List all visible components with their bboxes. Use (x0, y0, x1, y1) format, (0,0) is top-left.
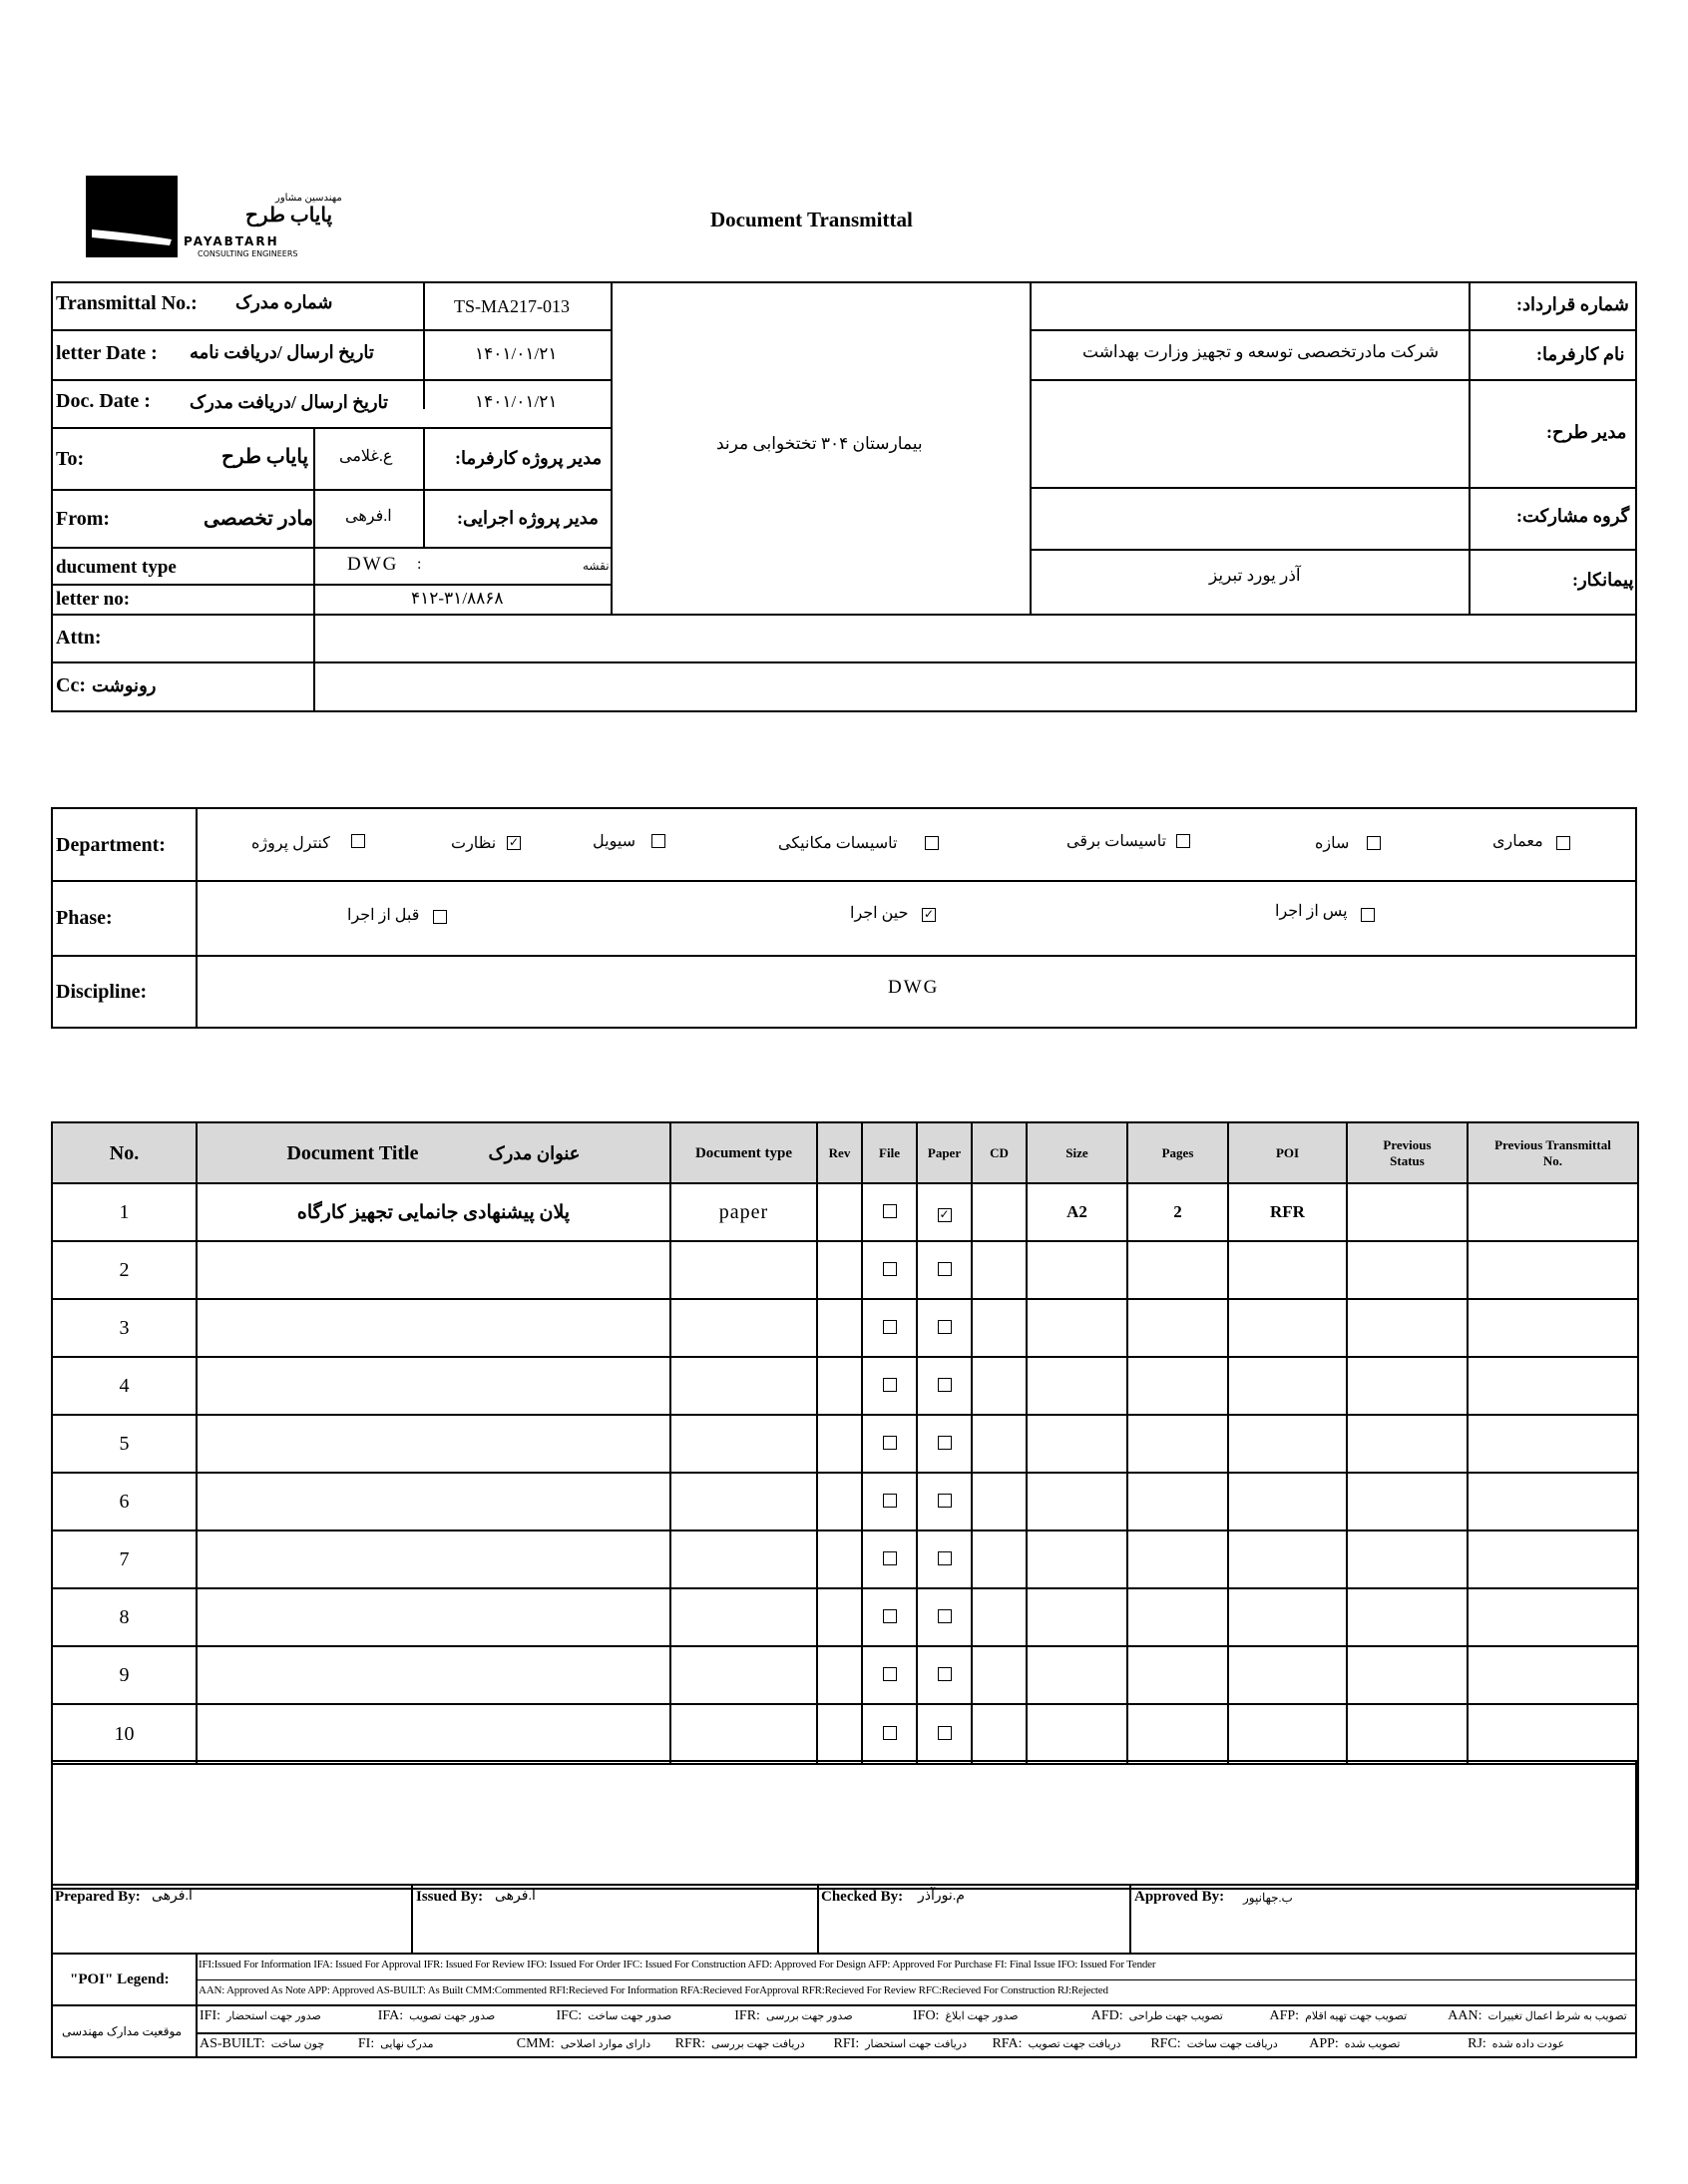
row-paper-checkbox[interactable] (938, 1494, 952, 1508)
status-meaning: صدور جهت ساخت (588, 2010, 672, 2022)
letter-date-value: ۱۴۰۱/۰۱/۲۱ (475, 344, 558, 363)
row-paper (917, 1646, 972, 1704)
status-legend-item (200, 2037, 324, 2051)
row-title (197, 1241, 670, 1299)
row-poi (1228, 1415, 1347, 1473)
col-prev-transmittal-header: Previous Transmittal No. (1468, 1122, 1638, 1183)
row-title: پلان پیشنهادی جانمایی تجهیز کارگاه (197, 1183, 670, 1241)
employer-value: شرکت مادرتخصصی توسعه و تجهیز وزارت بهداشت (1082, 342, 1440, 361)
project-name: بیمارستان ۳۰۴ تختخوابی مرند (716, 434, 923, 453)
row-paper-checkbox[interactable] (938, 1262, 952, 1276)
row-file-checkbox[interactable] (883, 1320, 897, 1334)
dept-supervision-label: نظارت (451, 835, 497, 852)
row-cd (972, 1357, 1027, 1415)
doc-date-label-fa: تاریخ ارسال /دریافت مدرک (190, 392, 389, 412)
cc-label: Cc: (56, 674, 86, 696)
row-file-checkbox[interactable] (883, 1262, 897, 1276)
status-meaning: صدور جهت تصویب (409, 2010, 496, 2022)
transmittal-no-label-fa: شماره مدرک (235, 292, 333, 312)
to-value: پایاب طرح (221, 446, 309, 468)
row-file (862, 1588, 917, 1646)
executive-pm-label: مدیر پروژه اجرایی: (457, 508, 599, 528)
transmittal-no-label: Transmittal No.: (56, 292, 198, 314)
row-no: 8 (52, 1588, 197, 1646)
row-poi (1228, 1299, 1347, 1357)
dept-supervision-checkbox[interactable]: ✓ (508, 835, 520, 849)
row-size (1027, 1646, 1127, 1704)
table-row (52, 1646, 1638, 1704)
table-row (52, 1588, 1638, 1646)
dept-civil-checkbox[interactable] (651, 834, 665, 848)
row-rev (817, 1241, 862, 1299)
row-file-checkbox[interactable] (883, 1494, 897, 1508)
row-title (197, 1473, 670, 1530)
row-pages (1127, 1704, 1228, 1764)
dept-civil-label: سیویل (593, 833, 636, 850)
row-file-checkbox[interactable] (883, 1667, 897, 1681)
status-meaning: تصویب جهت تهیه اقلام (1305, 2010, 1408, 2022)
row-no: 4 (52, 1357, 197, 1415)
from-value: مادر تخصصی (204, 508, 314, 530)
issued-by-label: Issued By: (416, 1889, 484, 1905)
row-prev-status (1347, 1646, 1468, 1704)
row-paper (917, 1357, 972, 1415)
phase-during-checkbox[interactable]: ✓ (923, 907, 935, 921)
document-type-label: ducument type (56, 557, 177, 578)
row-pages (1127, 1530, 1228, 1588)
row-poi (1228, 1357, 1347, 1415)
row-doc-type (670, 1357, 817, 1415)
row-pages (1127, 1588, 1228, 1646)
logo-company-fa: پایاب طرح (245, 205, 333, 226)
status-legend-item (675, 2037, 805, 2051)
row-prev-transmittal (1468, 1415, 1638, 1473)
col-poi-header: POI (1228, 1122, 1347, 1183)
row-paper-checkbox[interactable] (938, 1551, 952, 1565)
row-no: 6 (52, 1473, 197, 1530)
table-row (52, 1415, 1638, 1473)
row-pages: 2 (1127, 1183, 1228, 1241)
status-code: AS-BUILT: (200, 2036, 265, 2051)
row-pages (1127, 1357, 1228, 1415)
status-code: IFC: (556, 2008, 583, 2023)
status-legend-item (1309, 2037, 1400, 2051)
row-paper (917, 1704, 972, 1764)
row-size (1027, 1530, 1127, 1588)
status-legend-item (1270, 2009, 1408, 2023)
status-legend-row1 (200, 2009, 1626, 2031)
row-cd (972, 1183, 1027, 1241)
col-title-fa: عنوان مدرک (488, 1142, 581, 1163)
row-pages (1127, 1473, 1228, 1530)
row-paper-checkbox[interactable] (938, 1436, 952, 1450)
row-title (197, 1588, 670, 1646)
row-title (197, 1530, 670, 1588)
row-prev-transmittal (1468, 1704, 1638, 1764)
row-paper-checkbox[interactable] (938, 1378, 952, 1392)
document-title: Document Transmittal (710, 208, 913, 231)
row-paper-checkbox[interactable] (938, 1320, 952, 1334)
employer-pm-name: ع.غلامی (339, 448, 393, 465)
document-type-sep: : (417, 556, 422, 573)
status-code: APP: (1309, 2036, 1339, 2051)
status-code: IFA: (377, 2008, 404, 2023)
status-legend-item (1468, 2037, 1564, 2051)
row-no: 2 (52, 1241, 197, 1299)
row-no: 1 (52, 1183, 197, 1241)
row-doc-type (670, 1704, 817, 1764)
status-meaning: صدور جهت بررسی (765, 2010, 853, 2022)
phase-label: Phase: (56, 907, 113, 929)
row-file-checkbox[interactable] (883, 1609, 897, 1623)
status-legend-item (517, 2037, 650, 2051)
row-poi (1228, 1646, 1347, 1704)
table-header-row (52, 1122, 1638, 1183)
status-meaning: دارای موارد اصلاحی (560, 2038, 651, 2050)
row-paper (917, 1183, 972, 1241)
row-doc-type (670, 1299, 817, 1357)
row-doc-type (670, 1530, 817, 1588)
poi-legend-line2: AAN: Approved As Note APP: Approved AS-BUILT: As Built CMM:Commented RFI:Recieved For Information RFA:Recieved ForApproval RFR:Recieved For Review RFC:Recieved For Construction RJ:Rejected (199, 1984, 1108, 1996)
status-code: RFR: (674, 2036, 706, 2051)
status-code: RFI: (833, 2036, 860, 2051)
executive-pm-name: ا.فرهی (345, 508, 392, 525)
status-legend-item (378, 2009, 495, 2023)
document-type-value-fa: نقشه (583, 559, 610, 573)
status-legend-item (992, 2037, 1120, 2051)
row-size (1027, 1588, 1127, 1646)
status-legend-label: موقعیت مدارک مهندسی (62, 2024, 183, 2038)
status-legend-item (1091, 2009, 1223, 2023)
row-doc-type (670, 1241, 817, 1299)
row-file (862, 1704, 917, 1764)
letter-no-value: ۴۱۲-۳۱/۸۸۶۸ (411, 589, 504, 608)
status-meaning: دریافت جهت ساخت (1186, 2038, 1278, 2050)
col-size-header: Size (1027, 1122, 1127, 1183)
row-no: 5 (52, 1415, 197, 1473)
status-meaning: صدور جهت استحضار (226, 2010, 321, 2022)
status-code: AFP: (1269, 2008, 1300, 2023)
row-prev-transmittal (1468, 1646, 1638, 1704)
contractor-label: پیمانکار: (1572, 570, 1634, 590)
attn-label: Attn: (56, 627, 102, 649)
status-meaning: دریافت جهت تصویب (1028, 2038, 1121, 2050)
row-cd (972, 1588, 1027, 1646)
row-pages (1127, 1646, 1228, 1704)
row-prev-status (1347, 1241, 1468, 1299)
col-cd-header: CD (972, 1122, 1027, 1183)
row-file (862, 1530, 917, 1588)
row-paper (917, 1588, 972, 1646)
row-prev-transmittal (1468, 1357, 1638, 1415)
status-code: IFI: (200, 2008, 220, 2023)
row-pages (1127, 1415, 1228, 1473)
row-prev-transmittal (1468, 1299, 1638, 1357)
discipline-label: Discipline: (56, 981, 148, 1003)
row-file (862, 1473, 917, 1530)
employer-pm-label: مدیر پروژه کارفرما: (455, 448, 603, 468)
dept-structure-checkbox[interactable] (1367, 836, 1381, 850)
row-file (862, 1299, 917, 1357)
checked-by-label: Checked By: (821, 1889, 904, 1905)
dept-project-control-checkbox[interactable] (351, 834, 365, 848)
row-paper-checkbox[interactable] (938, 1726, 952, 1740)
table-row (52, 1183, 1638, 1241)
status-meaning: تصویب جهت طراحی (1128, 2010, 1223, 2022)
row-file (862, 1415, 917, 1473)
row-title (197, 1704, 670, 1764)
table-row (52, 1473, 1638, 1530)
row-doc-type (670, 1473, 817, 1530)
table-row (52, 1704, 1638, 1764)
phase-before-label: قبل از اجرا (347, 907, 420, 924)
logo-mark (86, 176, 178, 257)
phase-during-label: حین اجرا (850, 905, 909, 922)
department-label: Department: (56, 834, 166, 856)
row-title (197, 1415, 670, 1473)
row-cd (972, 1299, 1027, 1357)
row-paper (917, 1299, 972, 1357)
status-code: FI: (357, 2036, 375, 2051)
row-no: 3 (52, 1299, 197, 1357)
table-row (52, 1241, 1638, 1299)
approved-by-label: Approved By: (1134, 1889, 1225, 1905)
status-code: RFA: (992, 2036, 1023, 2051)
letter-no-label: letter no: (56, 589, 131, 610)
row-file (862, 1241, 917, 1299)
row-prev-status (1347, 1473, 1468, 1530)
row-poi (1228, 1704, 1347, 1764)
employer-label: نام کارفرما: (1536, 344, 1625, 364)
table-row (52, 1299, 1638, 1357)
poi-legend-label: "POI" Legend: (70, 1971, 170, 1987)
status-legend-item (834, 2037, 967, 2051)
status-legend-item (734, 2009, 852, 2023)
logo-tagline: CONSULTING ENGINEERS (198, 249, 298, 258)
row-cd (972, 1241, 1027, 1299)
doc-date-label: Doc. Date : (56, 390, 151, 412)
from-label: From: (56, 508, 111, 530)
dept-mechanical-checkbox[interactable] (925, 836, 939, 850)
dept-structure-label: سازه (1315, 835, 1350, 852)
row-prev-transmittal (1468, 1588, 1638, 1646)
design-manager-label: مدیر طرح: (1546, 422, 1627, 442)
row-file (862, 1183, 917, 1241)
status-code: RFC: (1150, 2036, 1181, 2051)
contract-no-label: شماره قرارداد: (1516, 294, 1629, 314)
row-size (1027, 1299, 1127, 1357)
dept-electrical-label: تاسیسات برقی (1066, 833, 1167, 850)
row-no: 9 (52, 1646, 197, 1704)
col-paper-header: Paper (917, 1122, 972, 1183)
status-legend-item (913, 2009, 1019, 2023)
phase-before-checkbox[interactable] (433, 910, 447, 924)
row-rev (817, 1299, 862, 1357)
status-code: RJ: (1468, 2036, 1486, 2051)
row-file-checkbox[interactable] (883, 1551, 897, 1565)
cc-label-fa: رونوشت (92, 675, 157, 695)
row-prev-status (1347, 1357, 1468, 1415)
transmittal-no-value: TS-MA217-013 (454, 296, 570, 316)
row-paper-checkbox[interactable] (938, 1609, 952, 1623)
phase-after-checkbox[interactable] (1361, 908, 1375, 922)
discipline-value: DWG (888, 977, 940, 998)
row-paper-checkbox[interactable] (938, 1667, 952, 1681)
dept-mechanical-label: تاسیسات مکانیکی (778, 835, 898, 852)
status-meaning: دریافت جهت بررسی (711, 2038, 805, 2050)
status-legend-item (358, 2037, 434, 2051)
table-row (52, 1530, 1638, 1588)
col-title-en: Document Title (286, 1141, 419, 1164)
row-no: 7 (52, 1530, 197, 1588)
status-code: IFO: (913, 2008, 940, 2023)
status-meaning: عودت داده شده (1491, 2038, 1565, 2050)
row-rev (817, 1588, 862, 1646)
dept-architecture-label: معماری (1492, 833, 1543, 850)
checked-by-name: م.نورآذر (918, 1889, 965, 1904)
col-rev-header: Rev (817, 1122, 862, 1183)
row-rev (817, 1357, 862, 1415)
row-prev-transmittal (1468, 1530, 1638, 1588)
row-size: A2 (1027, 1183, 1127, 1241)
row-pages (1127, 1299, 1228, 1357)
row-prev-status (1347, 1588, 1468, 1646)
row-cd (972, 1646, 1027, 1704)
status-code: CMM: (516, 2036, 555, 2051)
row-poi (1228, 1241, 1347, 1299)
row-paper (917, 1415, 972, 1473)
row-rev (817, 1415, 862, 1473)
row-title (197, 1646, 670, 1704)
row-title (197, 1357, 670, 1415)
status-meaning: تصویب به شرط اعمال تغییرات (1487, 2010, 1627, 2022)
row-file-checkbox[interactable] (883, 1436, 897, 1450)
status-meaning: دریافت جهت استحضار (865, 2038, 967, 2050)
row-file-checkbox[interactable] (883, 1726, 897, 1740)
partnership-label: گروه مشارکت: (1516, 506, 1630, 526)
row-paper (917, 1241, 972, 1299)
row-doc-type (670, 1646, 817, 1704)
status-meaning: چون ساخت (270, 2038, 325, 2050)
issued-by-name: ا.فرهی (495, 1889, 536, 1904)
row-prev-status (1347, 1530, 1468, 1588)
status-legend-item (1448, 2009, 1627, 2023)
row-prev-transmittal (1468, 1473, 1638, 1530)
contractor-value: آذر یورد تبریز (1209, 566, 1301, 585)
row-doc-type (670, 1415, 817, 1473)
row-cd (972, 1473, 1027, 1530)
poi-legend-line1: IFI:Issued For Information IFA: Issued For Approval IFR: Issued For Review IFO: Issued For Order IFC: Issued For Construction AFD: Approved For Design AFP: Approved For Purchase FI: Final Issue IFO: Issued For Tender (199, 1959, 1156, 1970)
dept-architecture-checkbox[interactable] (1556, 836, 1570, 850)
dept-electrical-checkbox[interactable] (1176, 834, 1190, 848)
status-legend-item (557, 2009, 672, 2023)
row-paper (917, 1473, 972, 1530)
row-size (1027, 1473, 1127, 1530)
status-meaning: تصویب شده (1344, 2038, 1401, 2050)
row-rev (817, 1183, 862, 1241)
row-size (1027, 1357, 1127, 1415)
row-doc-type: paper (670, 1183, 817, 1241)
col-prev-status-header: Previous Status (1347, 1122, 1468, 1183)
logo-company-en: PAYABTARH (184, 234, 279, 248)
status-legend-item (1150, 2037, 1277, 2051)
row-file (862, 1646, 917, 1704)
col-file-header: File (862, 1122, 917, 1183)
row-doc-type (670, 1588, 817, 1646)
company-logo (86, 176, 342, 260)
row-prev-status (1347, 1183, 1468, 1241)
row-poi: RFR (1228, 1183, 1347, 1241)
row-rev (817, 1704, 862, 1764)
status-code: AFD: (1090, 2008, 1123, 2023)
prepared-by-name: ا.فرهی (152, 1889, 193, 1904)
row-poi (1228, 1588, 1347, 1646)
row-rev (817, 1530, 862, 1588)
row-rev (817, 1646, 862, 1704)
status-meaning: مدرک نهایی (380, 2038, 434, 2050)
row-pages (1127, 1241, 1228, 1299)
row-title (197, 1299, 670, 1357)
row-poi (1228, 1530, 1347, 1588)
doc-date-value: ۱۴۰۱/۰۱/۲۱ (475, 392, 558, 411)
row-file (862, 1357, 917, 1415)
row-paper-checkbox[interactable]: ✓ (939, 1206, 950, 1221)
col-title-header (197, 1122, 670, 1183)
row-size (1027, 1704, 1127, 1764)
row-prev-status (1347, 1299, 1468, 1357)
row-prev-transmittal (1468, 1241, 1638, 1299)
approved-by-name: ب.جهانپور (1243, 1891, 1293, 1905)
row-cd (972, 1530, 1027, 1588)
status-code: IFR: (734, 2008, 760, 2023)
row-paper (917, 1530, 972, 1588)
row-prev-status (1347, 1704, 1468, 1764)
row-cd (972, 1415, 1027, 1473)
row-poi (1228, 1473, 1347, 1530)
row-file-checkbox[interactable] (883, 1378, 897, 1392)
letter-date-label-fa: تاریخ ارسال /دریافت نامه (190, 342, 374, 362)
row-size (1027, 1241, 1127, 1299)
row-prev-status (1347, 1415, 1468, 1473)
row-rev (817, 1473, 862, 1530)
status-legend-row2 (200, 2037, 1626, 2059)
table-row (52, 1357, 1638, 1415)
prepared-by-label: Prepared By: (55, 1889, 141, 1905)
to-label: To: (56, 448, 85, 470)
status-meaning: صدور جهت ابلاغ (945, 2010, 1019, 2022)
col-pages-header: Pages (1127, 1122, 1228, 1183)
document-type-value: DWG (347, 554, 399, 575)
logo-company-fa-small: مهندسین مشاور (275, 193, 342, 204)
row-prev-transmittal (1468, 1183, 1638, 1241)
status-legend-item (200, 2009, 321, 2023)
col-no-header: No. (52, 1122, 197, 1183)
phase-after-label: پس از اجرا (1275, 903, 1348, 920)
row-cd (972, 1704, 1027, 1764)
dept-project-control-label: کنترل پروژه (251, 835, 330, 852)
row-file-checkbox[interactable] (883, 1204, 897, 1218)
col-doctype-header: Document type (670, 1122, 817, 1183)
row-no: 10 (52, 1704, 197, 1764)
row-size (1027, 1415, 1127, 1473)
letter-date-label: letter Date : (56, 342, 158, 364)
status-code: AAN: (1448, 2008, 1482, 2023)
